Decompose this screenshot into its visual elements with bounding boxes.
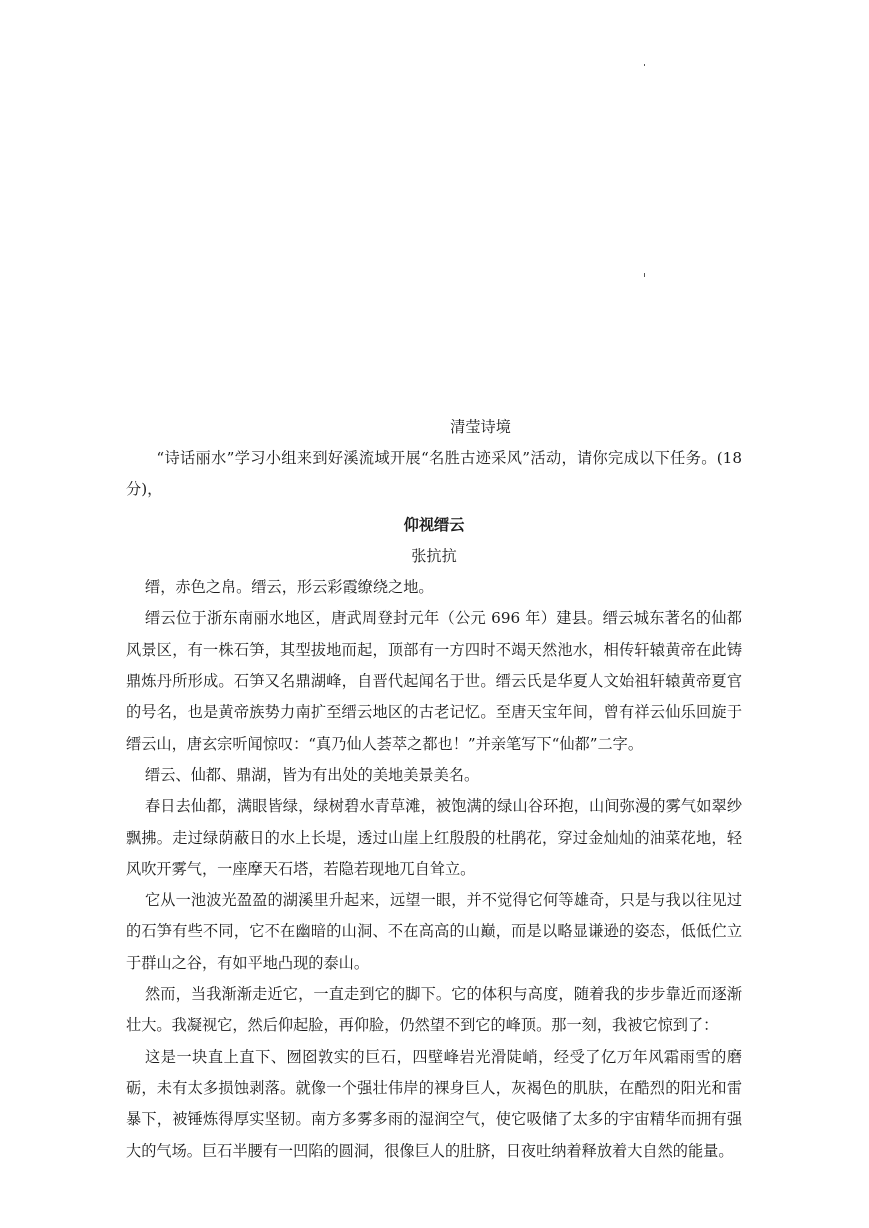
essay-paragraph: 缙，赤色之帛。缙云，形云彩霞缭绕之地。: [145, 578, 434, 597]
stray-mark: [644, 64, 645, 66]
essay-paragraph: 这是一块直上直下、囫囵敦实的巨石，四壁峰岩光滑陡峭，经受了亿万年风霜雨雪的磨砺，未有太多损蚀剥落。就像一个强壮伟岸的裸身巨人，灰褐色的肌肤，在酷烈的阳光和雷暴下，被锤炼得厚实坚韧。南方多雾多雨的湿润空气，使它吸储了太多的宇宙精华而拥有强大的气场。巨石半腰有一凹陷的圆洞，很像巨人的肚脐，日夜吐纳着释放着大自然的能量。: [126, 1047, 742, 1160]
document-body: [126, 412, 742, 1167]
essay-paragraph: 缙云位于浙东南丽水地区，唐武周登封元年（公元 696 年）建县。缙云城东著名的仙都风景区，有一株石笋，其型拔地而起，顶部有一方四时不竭天然池水，相传轩辕黄帝在此铸鼎炼丹所形成。石笋又名鼎湖峰，自晋代起闻名于世。缙云氏是华夏人文始祖轩辕黄帝夏官的号名，也是黄帝族势力南扩至缙云地区的古老记忆。至唐天宝年间，曾有祥云仙乐回旋于缙云山，唐玄宗听闻惊叹：“真乃仙人荟萃之都也！”并亲笔写下“仙都”二字。: [126, 609, 742, 753]
essay-paragraph: 然而，当我渐渐走近它，一直走到它的脚下。它的体积与高度，随着我的步步靠近而逐渐壮大。我凝视它，然后仰起脸，再仰脸，仍然望不到它的峰顶。那一刻，我被它惊到了：: [126, 985, 742, 1035]
essay-paragraph: 缙云、仙都、鼎湖，皆为有出处的美地美景美名。: [145, 765, 480, 784]
essay-author: 张抗抗: [411, 546, 457, 565]
task-intro: “诗话丽水”学习小组来到好溪流域开展“名胜古迹采风”活动，请你完成以下任务。(18 分)，: [126, 449, 742, 499]
essay-paragraph: 春日去仙都，满眼皆绿，绿树碧水青草滩，被饱满的绿山谷环抱，山间弥漫的雾气如翠纱飘拂。走过绿荫蔽日的水上长堤，透过山崖上红殷殷的杜鹃花，穿过金灿灿的油菜花地，轻风吹开雾气，一座摩天石塔，若隐若现地兀自耸立。: [126, 797, 742, 878]
essay-paragraph: 它从一池波光盈盈的湖溪里升起来，远望一眼，并不觉得它何等雄奇，只是与我以往见过的石笋有些不同，它不在幽暗的山洞、不在高高的山巅，而是以略显谦逊的姿态，低低伫立于群山之谷，有如平地凸现的泰山。: [126, 891, 742, 972]
stray-mark: [644, 273, 645, 277]
essay-title: 仰视缙云: [403, 515, 465, 534]
section-title: 清莹诗境: [450, 418, 511, 436]
